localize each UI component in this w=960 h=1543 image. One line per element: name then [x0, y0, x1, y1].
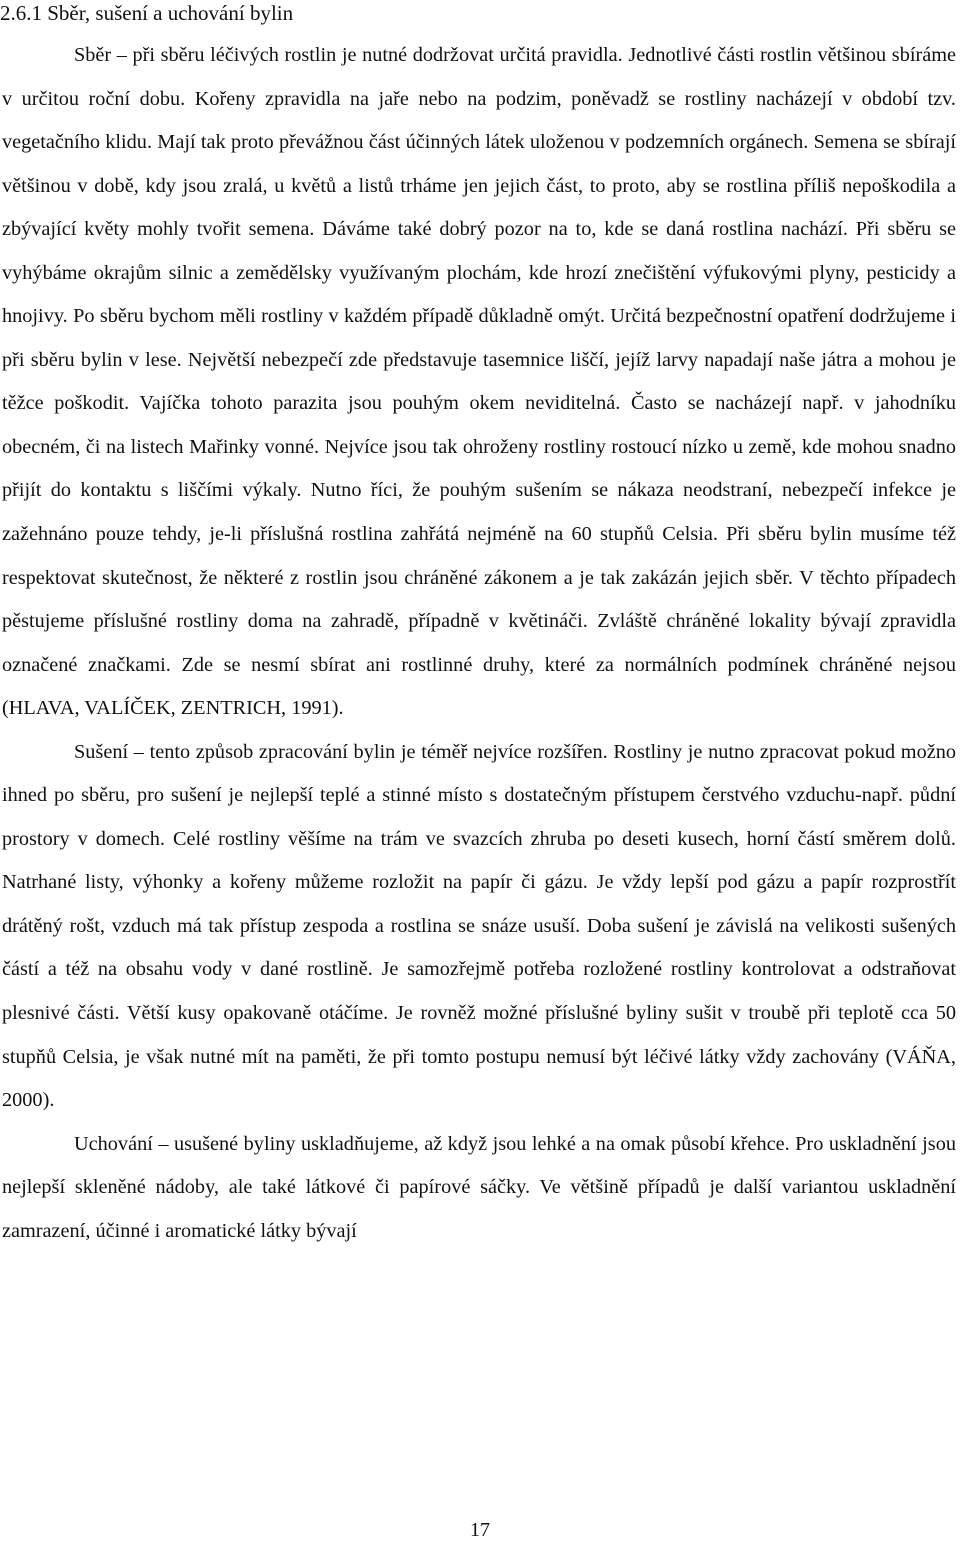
body-text	[2, 34, 956, 1253]
paragraph-sber: Sběr – při sběru léčivých rostlin je nutné dodržovat určitá pravidla. Jednotlivé části rostlin většinou sbíráme v určitou roční dobu. Kořeny zpravidla na jaře nebo na podzim, poněvadž se rostliny nacházejí v období tzv. vegetačního klidu. Mají tak proto převážnou část účinných látek uloženou v podzemních orgánech. Semena se sbírají většinou v době, kdy jsou zralá, u květů a listů trháme jen jejich část, to proto, aby se rostlina příliš nepoškodila a zbývající květy mohly tvořit semena. Dáváme také dobrý pozor na to, kde se daná rostlina nachází. Při sběru se vyhýbáme okrajům silnic a zemědělsky využívaným plochám, kde hrozí znečištění výfukovými plyny, pesticidy a hnojivy. Po sběru bychom měli rostliny v každém případě důkladně omýt. Určitá bezpečnostní opatření dodržujeme i při sběru bylin v lese. Největší nebezpečí zde představuje tasemnice liščí, jejíž larvy napadají naše játra a mohou je těžce poškodit. Vajíčka tohoto parazita jsou pouhým okem neviditelná. Často se nacházejí např. v jahodníku obecném, či na listech Mařinky vonné. Nejvíce jsou tak ohroženy rostliny rostoucí nízko u země, kde mohou snadno přijít do kontaktu s liščími výkaly. Nutno říci, že pouhým sušením se nákaza neodstraní, nebezpečí infekce je zažehnáno pouze tehdy, je-li příslušná rostlina zahřátá nejméně na 60 stupňů Celsia. Při sběru bylin musíme též respektovat skutečnost, že některé z rostlin jsou chráněné zákonem a je tak zakázán jejich sběr. V těchto případech pěstujeme příslušné rostliny doma na zahradě, případně v květináči. Zvláště chráněné lokality bývají zpravidla označené značkami. Zde se nesmí sbírat ani rostlinné druhy, které za normálních podmínek chráněné nejsou (HLAVA, VALÍČEK, ZENTRICH, 1991).	[2, 44, 956, 720]
page-number: 17	[470, 1519, 490, 1541]
paragraph-uchovani: Uchování – usušené byliny uskladňujeme, až když jsou lehké a na omak působí křehce. Pro uskladnění jsou nejlepší skleněné nádoby, ale také látkové či papírové sáčky. Ve většině případů je další variantou uskladnění zamrazení, účinné i aromatické látky bývají	[2, 1132, 956, 1242]
paragraph-suseni: Sušení – tento způsob zpracování bylin je téměř nejvíce rozšířen. Rostliny je nutno zpracovat pokud možno ihned po sběru, pro sušení je nejlepší teplé a stinné místo s dostatečným přístupem čerstvého vzduchu-např. půdní prostory v domech. Celé rostliny věšíme na trám ve svazcích zhruba po deseti kusech, horní částí směrem dolů. Natrhané listy, výhonky a kořeny můžeme rozložit na papír či gázu. Je vždy lepší pod gázu a papír rozprostřít drátěný rošt, vzduch má tak přístup zespoda a rostlina se snáze usuší. Doba sušení je závislá na velikosti sušených částí a též na obsahu vody v dané rostlině. Je samozřejmě potřeba rozložené rostliny kontrolovat a odstraňovat plesnivé části. Větší kusy opakovaně otáčíme. Je rovněž možné příslušné byliny sušit v troubě při teplotě cca 50 stupňů Celsia, je však nutné mít na paměti, že při tomto postupu nemusí být léčivé látky vždy zachovány (VÁŇA, 2000).	[2, 740, 956, 1112]
section-heading: 2.6.1 Sběr, sušení a uchování bylin	[0, 1, 294, 25]
